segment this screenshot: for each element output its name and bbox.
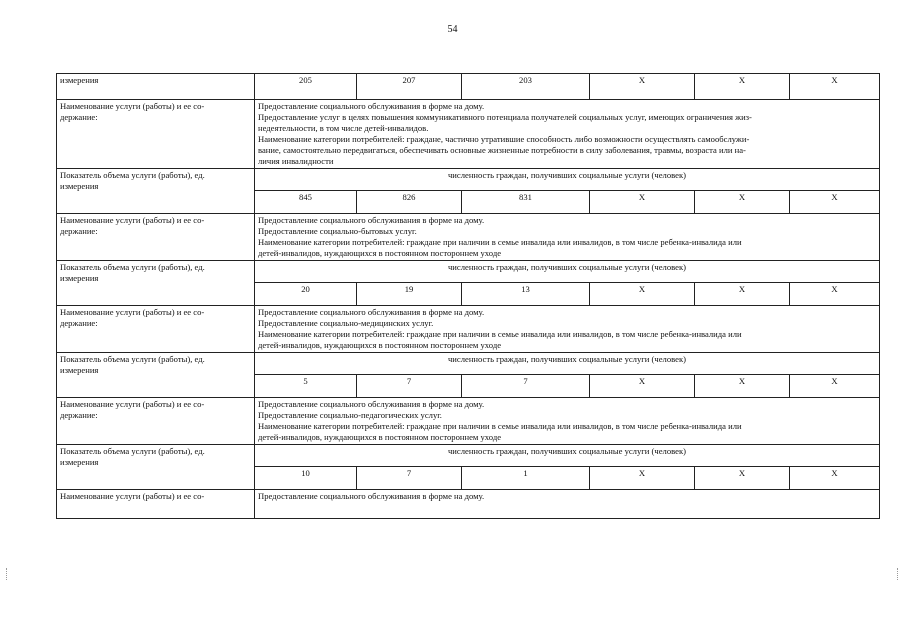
description-line: Предоставление социального обслуживания в форме на дому.	[258, 101, 485, 111]
value-cell: 845	[255, 191, 357, 214]
label-line: измерения	[60, 365, 99, 375]
description-line: Предоставление услуг в целях повышения коммуникативного потенциала получателей социальных услуг, имеющих ограничения жиз-	[258, 112, 752, 122]
value-cell: 831	[462, 191, 590, 214]
value-cell: Х	[590, 283, 695, 306]
value-cell: Х	[590, 467, 695, 490]
label-line: Наименование услуги (работы) и ее со-	[60, 215, 205, 225]
value-cell: 7	[357, 467, 462, 490]
table-row	[57, 74, 880, 100]
label-line: держание:	[60, 410, 98, 420]
value-cell: Х	[790, 74, 880, 100]
service-label	[57, 398, 255, 445]
value-cell: 205	[255, 74, 357, 100]
service-description	[255, 398, 880, 445]
label-line: держание:	[60, 226, 98, 236]
description-line: Предоставление социально-медицинских услуг.	[258, 318, 434, 328]
indicator-row	[57, 353, 880, 375]
value-cell: Х	[790, 191, 880, 214]
description-line: Наименование категории потребителей: граждане при наличии в семье инвалида или инвалидов, в том числе ребенка-инвалида или	[258, 329, 742, 339]
value-cell: 7	[357, 375, 462, 398]
service-row	[57, 398, 880, 445]
value-cell: Х	[695, 375, 790, 398]
service-row	[57, 490, 880, 519]
value-cell: Х	[695, 283, 790, 306]
service-label	[57, 100, 255, 169]
page-number: 54	[447, 24, 458, 35]
indicator-text: численность граждан, получивших социальные услуги (человек)	[255, 261, 880, 283]
indicator-row	[57, 169, 880, 191]
value-cell: Х	[790, 467, 880, 490]
value-cell: Х	[790, 375, 880, 398]
label-line: Показатель объема услуги (работы), ед.	[60, 262, 205, 272]
description-line: детей-инвалидов, нуждающихся в постоянном постороннем уходе	[258, 340, 502, 350]
label-line: Наименование услуги (работы) и ее со-	[60, 307, 205, 317]
indicator-label	[57, 261, 255, 306]
value-cell: Х	[695, 467, 790, 490]
indicator-row	[57, 261, 880, 283]
value-cell: 13	[462, 283, 590, 306]
description-line: детей-инвалидов, нуждающихся в постоянном постороннем уходе	[258, 432, 502, 442]
label-line: Показатель объема услуги (работы), ед.	[60, 446, 205, 456]
description-line: Предоставление социального обслуживания в форме на дому.	[258, 399, 485, 409]
value-cell: 826	[357, 191, 462, 214]
label-line: Наименование услуги (работы) и ее со-	[60, 101, 205, 111]
description-line: Наименование категории потребителей: граждане, частично утратившие способность либо возможности осуществлять самообслужи-	[258, 134, 750, 144]
description-line: Предоставление социального обслуживания в форме на дому.	[258, 307, 485, 317]
row-label: измерения	[57, 74, 255, 100]
scan-edge-mark	[897, 568, 899, 580]
description-line: недеятельности, в том числе детей-инвалидов.	[258, 123, 429, 133]
description-line: вание, самостоятельно передвигаться, обеспечивать основные жизненные потребности в силу заболевания, травмы, возраста или на-	[258, 145, 746, 155]
description-line: Предоставление социального обслуживания в форме на дому.	[258, 215, 485, 225]
service-row	[57, 306, 880, 353]
value-cell: 5	[255, 375, 357, 398]
service-label	[57, 214, 255, 261]
label-line: Показатель объема услуги (работы), ед.	[60, 354, 205, 364]
description-line: Наименование категории потребителей: граждане при наличии в семье инвалида или инвалидов, в том числе ребенка-инвалида или	[258, 421, 742, 431]
value-cell: 7	[462, 375, 590, 398]
service-description	[255, 214, 880, 261]
value-cell: Х	[695, 74, 790, 100]
service-row	[57, 214, 880, 261]
description-line: личия инвалидности	[258, 156, 334, 166]
scan-edge-mark	[6, 568, 8, 580]
service-label	[57, 306, 255, 353]
label-line: держание:	[60, 318, 98, 328]
indicator-text: численность граждан, получивших социальные услуги (человек)	[255, 169, 880, 191]
service-row	[57, 100, 880, 169]
value-cell: Х	[695, 191, 790, 214]
value-cell: 20	[255, 283, 357, 306]
value-cell: 1	[462, 467, 590, 490]
value-cell: Х	[590, 375, 695, 398]
label-line: держание:	[60, 112, 98, 122]
value-cell: 207	[357, 74, 462, 100]
service-description	[255, 100, 880, 169]
indicator-label	[57, 445, 255, 490]
value-cell: Х	[590, 74, 695, 100]
value-cell: 19	[357, 283, 462, 306]
indicator-text: численность граждан, получивших социальные услуги (человек)	[255, 445, 880, 467]
label-line: измерения	[60, 457, 99, 467]
description-line: Предоставление социально-педагогических услуг.	[258, 410, 442, 420]
value-cell: 203	[462, 74, 590, 100]
value-cell: 10	[255, 467, 357, 490]
label-line: измерения	[60, 273, 99, 283]
service-label: Наименование услуги (работы) и ее со-	[57, 490, 255, 519]
indicator-label	[57, 169, 255, 214]
description-line: детей-инвалидов, нуждающихся в постоянном постороннем уходе	[258, 248, 502, 258]
indicator-row	[57, 445, 880, 467]
description-line: Предоставление социально-бытовых услуг.	[258, 226, 417, 236]
label-line: Наименование услуги (работы) и ее со-	[60, 399, 205, 409]
description-line: Наименование категории потребителей: граждане при наличии в семье инвалида или инвалидов, в том числе ребенка-инвалида или	[258, 237, 742, 247]
indicator-text: численность граждан, получивших социальные услуги (человек)	[255, 353, 880, 375]
services-table	[56, 73, 880, 519]
label-line: Показатель объема услуги (работы), ед.	[60, 170, 205, 180]
value-cell: Х	[590, 191, 695, 214]
label-line: измерения	[60, 181, 99, 191]
value-cell: Х	[790, 283, 880, 306]
service-description: Предоставление социального обслуживания в форме на дому.	[255, 490, 880, 519]
indicator-label	[57, 353, 255, 398]
service-description	[255, 306, 880, 353]
